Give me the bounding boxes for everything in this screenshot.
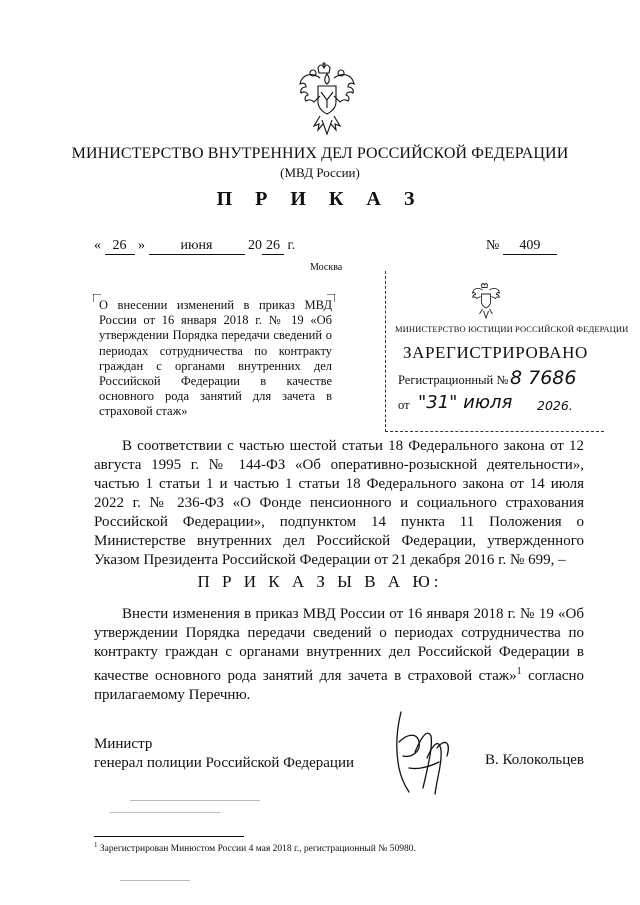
scan-artifact [120, 880, 190, 881]
order-city: Москва [310, 262, 343, 273]
stamp-reg-number: 8 7686 [510, 367, 577, 389]
date-day: 26 [105, 238, 135, 255]
order-paragraph-text: Внести изменения в приказ МВД России от 16 января 2018 г. № 19 «Об утверждении Порядка передачи сведений о периодах сотрудничества по контракту граждан с органами внутренних дел Российской Федерации в качестве основного рода занятий для зачета в страховой стаж» [94, 606, 584, 684]
scan-artifact [130, 800, 260, 801]
footnote-divider [94, 836, 244, 837]
stamp-reg-label: Регистрационный № [398, 373, 509, 387]
coat-of-arms-icon [470, 281, 502, 321]
handwritten-signature [387, 708, 467, 800]
footnote-text: Зарегистрирован Минюстом России 4 мая 2018 г., регистрационный № 50980. [97, 844, 416, 855]
stamp-ministry: МИНИСТЕРСТВО ЮСТИЦИИ РОССИЙСКОЙ ФЕДЕРАЦИИ [395, 324, 629, 334]
ministry-title: МИНИСТЕРСТВО ВНУТРЕННИХ ДЕЛ РОССИЙСКОЙ ФЕДЕРАЦИИ [71, 145, 569, 162]
order-subject: О внесении изменений в приказ МВД России от 16 января 2018 г. № 19 «Об утверждении Порядка передачи сведений о периодах сотрудничества по контракту граждан с органами внутренних дел Российской Федерации в качестве основного рода занятий для зачета в страховой стаж» [99, 298, 332, 419]
signatory-rank: генерал полиции Российской Федерации [94, 754, 355, 771]
date-close-quote: » [138, 238, 145, 253]
stamp-date-year: 2026. [537, 398, 573, 413]
stamp-date-label: от [398, 398, 410, 412]
order-word: П Р И К А З Ы В А Ю: [197, 572, 443, 591]
date-open-quote: « [94, 238, 101, 253]
stamp-registered: ЗАРЕГИСТРИРОВАНО [403, 343, 588, 362]
stamp-date-handwritten: "31" июля [418, 392, 513, 413]
order-number-value: 409 [503, 238, 557, 255]
preamble-paragraph: В соответствии с частью шестой статьи 18 Федерального закона от 12 августа 1995 г. № 144-ФЗ «Об оперативно-розыскной деятельности», частью 1 статьи 1 и частью 1 статьи 18 Федерального закона от 14 июля 2022 г. № 236-ФЗ «О Фонде пенсионного и социального страхования Российской Федерации», подпунктом 14 пункта 11 Положения о Министерстве внутренних дел Российской Федерации, утвержденного Указом Президента Российской Федерации от 21 декабря 2016 г. № 699, – [94, 438, 584, 568]
order-paragraph [94, 605, 584, 705]
footnote [94, 841, 416, 854]
signatory-title: Министр [94, 736, 153, 752]
signatory-name: В. Колокольцев [485, 752, 584, 768]
scan-artifact [110, 812, 220, 813]
signatory-position [94, 735, 354, 772]
order-date [94, 238, 295, 255]
date-year-g: г. [287, 238, 296, 253]
date-year-suffix: 26 [262, 238, 284, 255]
order-number-label: № [486, 238, 500, 253]
footnote-mark: 1 [94, 841, 98, 849]
date-year-prefix: 20 [248, 238, 262, 253]
order-number [486, 238, 557, 255]
ministry-short-name: (МВД России) [280, 165, 360, 180]
document-type-title: П Р И К А З [216, 188, 424, 210]
footnote-reference: 1 [516, 666, 522, 677]
date-month: июня [149, 238, 245, 255]
coat-of-arms-icon [296, 60, 358, 140]
order-paragraph-tail: согласно прилагаемому Перечню. [94, 668, 584, 703]
